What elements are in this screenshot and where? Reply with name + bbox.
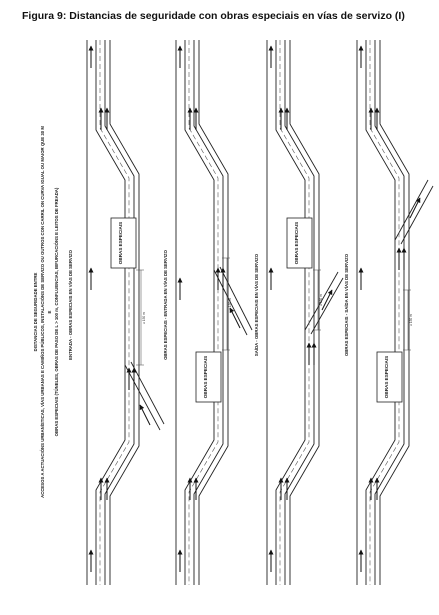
- panel-entrada-obras: [68, 40, 164, 585]
- panel-obras-saida: [344, 40, 433, 585]
- obras-especiais-label: OBRAS ESPECIAIS: [294, 221, 299, 265]
- legend-line-3: E: [47, 310, 52, 314]
- panel-caption: SAÍDA - OBRAS ESPECIAIS EN VÍAS DE SERVIZO: [254, 253, 259, 357]
- obras-especiais-label: OBRAS ESPECIAIS: [203, 355, 208, 399]
- distance-label: ≥ 150 m: [142, 312, 146, 324]
- obras-especiais-box: [111, 218, 136, 268]
- figure-title: Figura 9: Distancias de seguridade con obras especiais en vías de servizo (I): [22, 10, 405, 22]
- obras-especiais-label: OBRAS ESPECIAIS: [384, 355, 389, 399]
- distance-label: ≥ 150 m: [319, 294, 323, 306]
- obras-especiais-box: [196, 352, 221, 402]
- panel-caption: OBRAS ESPECIAIS - SAÍDA EN VÍAS DE SERVIZO: [344, 253, 349, 357]
- panel-obras-entrada: [163, 40, 252, 585]
- distance-label: ≥ 150 m: [409, 314, 413, 326]
- legend-line-1: DISTANCIAS DE SEGURIDADE ENTRE: [33, 272, 38, 352]
- obras-especiais-box: [377, 352, 402, 402]
- legend-line-2: ACCESOS A ACTUACIÓNS URBANÍSTICAS, VÍAS URBANAS E CAMIÑOS PÚBLICOS, INSTALACIÓNS DE SERVIZO OU OUTROS CON CARRIL ON CURVA IGUAL OU MAIOR QUE 30 M: [40, 126, 45, 498]
- obras-especiais-label: OBRAS ESPECIAIS: [118, 221, 123, 265]
- legend-text: [33, 126, 59, 498]
- panel-caption: OBRAS ESPECIAIS - ENTRADA EN VÍAS DE SERVIZO: [163, 250, 168, 360]
- panel-saida-obras: [254, 40, 343, 585]
- distance-label: ≥ 150 m: [228, 298, 232, 310]
- legend-line-4: OBRAS ESPECIAIS (TÚNELES, OBRAS DE PASO DE L > 100 m, CONFLUENCIAS, BIFURCACIÓNS E LEITOS DE FREADA): [54, 187, 59, 437]
- obras-especiais-box: [287, 218, 312, 268]
- panel-caption: ENTRADA - OBRAS ESPECIAIS EN VÍAS DE SERVIZO: [68, 250, 73, 360]
